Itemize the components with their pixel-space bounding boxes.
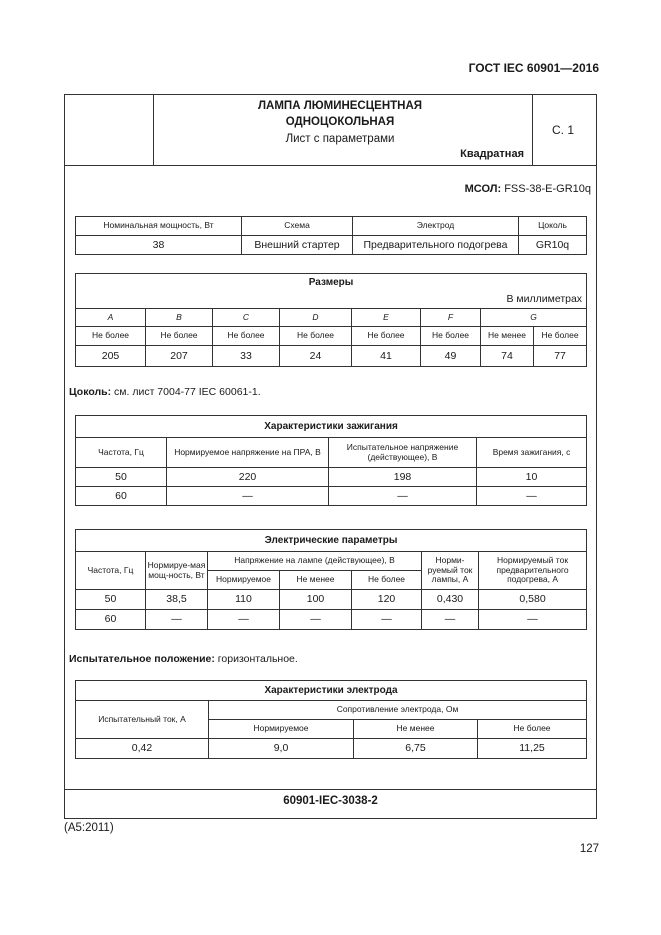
dim-letter-d: D [280, 309, 352, 327]
electrical-cell: — [146, 610, 208, 630]
general-header-base: Цоколь [519, 217, 587, 236]
base-note-label: Цоколь: [69, 386, 112, 398]
ignition-header-frequency: Частота, Гц [76, 438, 167, 468]
electrode-table [75, 680, 587, 759]
dim-value: 77 [534, 346, 587, 367]
electrical-cell: — [280, 610, 352, 630]
dim-letter-e: E [352, 309, 421, 327]
footer-rule [65, 789, 596, 790]
dim-letter-a: A [76, 309, 146, 327]
electrical-cell: — [352, 610, 422, 630]
general-value-scheme: Внешний стартер [242, 236, 353, 255]
dim-letter-b: B [146, 309, 213, 327]
position-note-label: Испытательное положение: [69, 653, 215, 665]
sheet-subtitle: Лист с параметрами [285, 133, 395, 145]
ignition-cell: 198 [329, 468, 477, 487]
electrical-title: Электрические параметры [76, 530, 587, 552]
dim-value: 33 [213, 346, 280, 367]
position-note [69, 653, 298, 665]
msol-value: FSS-38-E-GR10q [504, 183, 591, 195]
dim-letter-f: F [421, 309, 481, 327]
dim-limit: Не более [534, 327, 587, 346]
general-header-electrode: Электрод [353, 217, 519, 236]
ignition-cell: — [329, 487, 477, 506]
general-value-base: GR10q [519, 236, 587, 255]
dim-value: 49 [421, 346, 481, 367]
electrical-cell: 0,430 [422, 590, 479, 610]
electrical-cell: 100 [280, 590, 352, 610]
electrode-cell: 11,25 [478, 739, 587, 759]
dim-limit: Не менее [481, 327, 534, 346]
page-number: 127 [579, 843, 599, 855]
dim-value: 41 [352, 346, 421, 367]
dimensions-table [75, 273, 587, 367]
standard-designation: ГОСТ IEC 60901—2016 [468, 61, 599, 75]
electrical-header-voltage: Напряжение на лампе (действующее), В [208, 552, 422, 571]
base-note-text: см. лист 7004-77 IEC 60061-1. [111, 386, 261, 398]
ignition-cell: 60 [76, 487, 167, 506]
electrical-cell: 110 [208, 590, 280, 610]
ignition-header-time: Время зажигания, с [477, 438, 587, 468]
dim-limit: Не более [352, 327, 421, 346]
electrode-cell: 6,75 [354, 739, 478, 759]
ignition-cell: — [167, 487, 329, 506]
sheet-code: 60901-IEC-3038-2 [283, 795, 378, 807]
general-value-power: 38 [76, 236, 242, 255]
title-right-divider [532, 95, 533, 165]
ignition-cell: 10 [477, 468, 587, 487]
electrical-header-v-min: Не менее [280, 571, 352, 590]
electrical-cell: — [208, 610, 280, 630]
electrical-cell: 60 [76, 610, 146, 630]
electrical-header-current: Норми-руемый ток лампы, А [422, 552, 479, 590]
electrical-cell: 50 [76, 590, 146, 610]
electrical-header-frequency: Частота, Гц [76, 552, 146, 590]
ignition-table [75, 415, 587, 506]
amendment-note: (A5:2011) [64, 822, 114, 834]
ignition-cell: 50 [76, 468, 167, 487]
electrical-cell: 38,5 [146, 590, 208, 610]
dim-value: 207 [146, 346, 213, 367]
dim-letter-c: C [213, 309, 280, 327]
lamp-title-line2: ОДНОЦОКОЛЬНАЯ [285, 116, 395, 128]
electrical-cell: 120 [352, 590, 422, 610]
dim-limit: Не более [213, 327, 280, 346]
electrical-cell: — [479, 610, 587, 630]
data-sheet-frame [64, 94, 597, 819]
sheet-page-ref: С. 1 [551, 123, 574, 137]
electrode-cell: 0,42 [76, 739, 209, 759]
dim-limit: Не более [421, 327, 481, 346]
ignition-header-ballast-voltage: Нормируемое напряжение на ПРА, В [167, 438, 329, 468]
dim-limit: Не более [146, 327, 213, 346]
dim-limit: Не более [76, 327, 146, 346]
electrode-header-max: Не более [478, 720, 587, 739]
electrode-header-min: Не менее [354, 720, 478, 739]
electrical-header-preheat: Нормируемый ток предварительного подогрева, А [479, 552, 587, 590]
electrical-header-v-nominal: Нормируемое [208, 571, 280, 590]
general-header-power: Номинальная мощность, Вт [76, 217, 242, 236]
electrical-table [75, 529, 587, 630]
ignition-header-test-voltage: Испытательное напряжение (действующее), В [329, 438, 477, 468]
dimensions-units: В миллиметрах [76, 291, 587, 309]
msol-designation [465, 183, 591, 195]
electrode-header-resistance: Сопротивление электрода, Ом [209, 701, 587, 720]
electrical-cell: — [422, 610, 479, 630]
general-table [75, 216, 587, 255]
electrical-header-v-max: Не более [352, 571, 422, 590]
position-note-text: горизонтальное. [214, 653, 298, 665]
dim-value: 205 [76, 346, 146, 367]
lamp-title-line1: ЛАМПА ЛЮМИНЕСЦЕНТНАЯ [257, 100, 423, 112]
ignition-cell: 220 [167, 468, 329, 487]
dim-limit: Не более [280, 327, 352, 346]
dim-value: 24 [280, 346, 352, 367]
dimensions-title: Размеры [76, 274, 587, 291]
general-header-scheme: Схема [242, 217, 353, 236]
lamp-shape: Квадратная [460, 148, 524, 160]
msol-label: МСОЛ: [464, 183, 502, 195]
electrode-header-current: Испытательный ток, А [76, 701, 209, 739]
dim-letter-g: G [481, 309, 587, 327]
electrode-header-nominal: Нормируемое [209, 720, 354, 739]
electrical-cell: 0,580 [479, 590, 587, 610]
electrode-title: Характеристики электрода [76, 681, 587, 701]
dim-value: 74 [481, 346, 534, 367]
general-value-electrode: Предварительного подогрева [353, 236, 519, 255]
electrical-header-power: Нормируе-мая мощ-ность, Вт [146, 552, 208, 590]
base-note [69, 386, 261, 398]
electrode-cell: 9,0 [209, 739, 354, 759]
ignition-title: Характеристики зажигания [76, 416, 587, 438]
title-left-divider [153, 95, 154, 165]
title-bottom-rule [65, 165, 596, 166]
ignition-cell: — [477, 487, 587, 506]
